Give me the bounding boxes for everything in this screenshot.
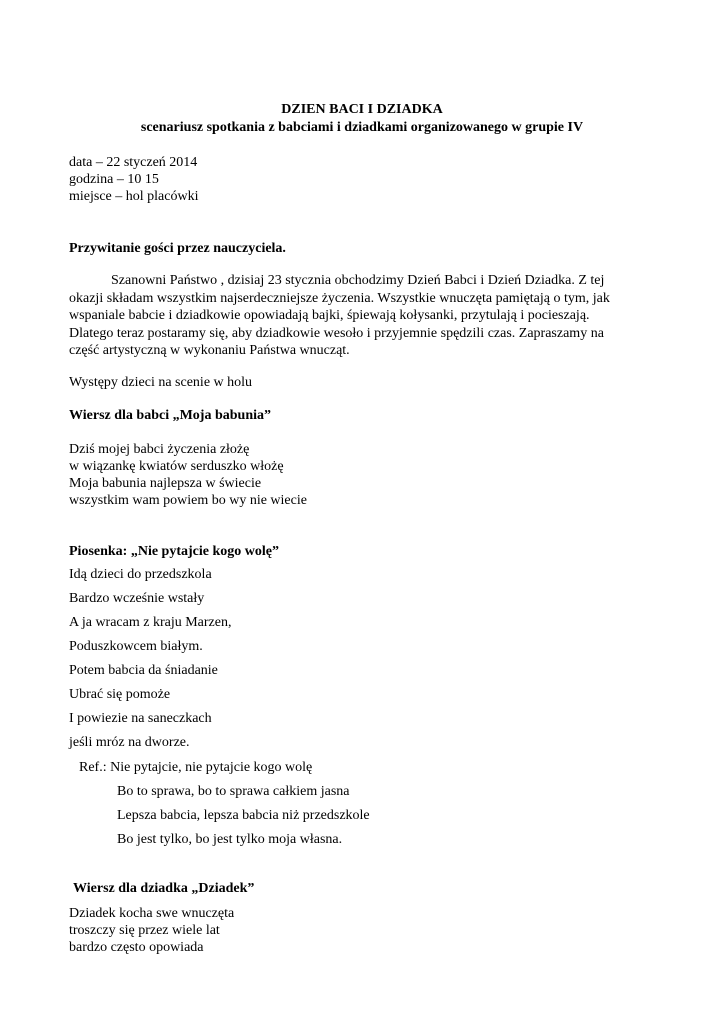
info-date: data – 22 styczeń 2014 — [69, 155, 198, 170]
poem-dziadek-line: bardzo często opowiada — [69, 940, 204, 955]
welcome-line: okazji składam wszystkim najserdeczniejsze życzenia. Wszystkie wnuczęta pamiętają o tym, jak — [69, 290, 610, 306]
song-line: Bardzo wcześnie wstały — [69, 591, 205, 606]
refrain-line: Ref.: Nie pytajcie, nie pytajcie kogo wolę — [79, 760, 313, 775]
info-time: godzina – 10 15 — [69, 172, 159, 187]
song-title: Piosenka: „Nie pytajcie kogo wolę” — [69, 544, 279, 559]
song-line: jeśli mróz na dworze. — [69, 735, 190, 750]
song-line: A ja wracam z kraju Marzen, — [69, 615, 232, 630]
document-subtitle: scenariusz spotkania z babciami i dziadkami organizowanego w grupie IV — [140, 120, 584, 135]
poem-dziadek-line: Dziadek kocha swe wnuczęta — [69, 906, 235, 921]
poem-dziadek-line: troszczy się przez wiele lat — [69, 923, 220, 938]
poem-babcia-title: Wiersz dla babci „Moja babunia” — [69, 408, 271, 423]
welcome-line: Dlatego teraz postaramy się, aby dziadkowie wesoło i przyjemnie spędzili czas. Zapraszamy na — [69, 325, 604, 341]
refrain-line: Lepsza babcia, lepsza babcia niż przedszkole — [117, 808, 370, 823]
poem-babcia-line: Moja babunia najlepsza w świecie — [69, 476, 262, 491]
welcome-heading: Przywitanie gości przez nauczyciela. — [69, 241, 286, 256]
song-line: Idą dzieci do przedszkola — [69, 567, 212, 582]
refrain-line: Bo jest tylko, bo jest tylko moja własna. — [117, 832, 343, 847]
poem-babcia-line: Dziś mojej babci życzenia złożę — [69, 442, 250, 457]
performances-note: Występy dzieci na scenie w holu — [69, 375, 253, 390]
document-title: DZIEN BACI I DZIADKA — [281, 102, 443, 117]
info-place: miejsce – hol placówki — [69, 189, 199, 204]
welcome-line: część artystyczną w wykonaniu Państwa wnucząt. — [69, 343, 350, 358]
song-line: I powiezie na saneczkach — [69, 711, 212, 726]
poem-babcia-line: w wiązankę kwiatów serduszko włożę — [69, 459, 284, 474]
song-line: Ubrać się pomoże — [69, 687, 171, 702]
refrain-line: Bo to sprawa, bo to sprawa całkiem jasna — [117, 784, 350, 799]
poem-dziadek-title: Wiersz dla dziadka „Dziadek” — [73, 881, 255, 896]
song-line: Potem babcia da śniadanie — [69, 663, 218, 678]
welcome-line: wspaniale babcie i dziadkowie opowiadają bajki, śpiewają kołysanki, przytulają i pocieszają. — [69, 308, 590, 323]
poem-babcia-line: wszystkim wam powiem bo wy nie wiecie — [69, 493, 307, 508]
song-line: Poduszkowcem białym. — [69, 639, 203, 654]
welcome-line: Szanowni Państwo , dzisiaj 23 stycznia obchodzimy Dzień Babci i Dzień Dziadka. Z tej — [111, 273, 605, 288]
welcome-paragraph — [69, 272, 659, 360]
